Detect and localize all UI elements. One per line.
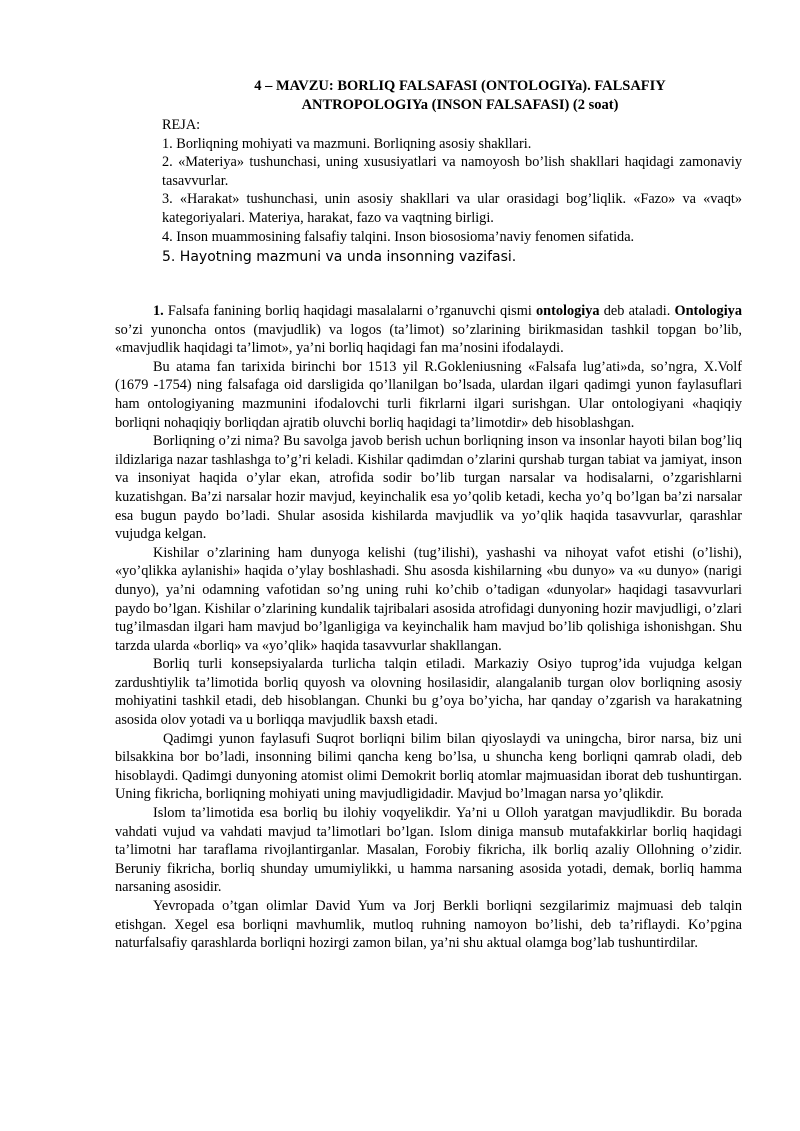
plan-item-2: 2. «Materiya» tushunchasi, uning xususiyatlari va namoyosh bo’lish shakllari haqidagi zamonaviy tasavvurlar.	[162, 154, 742, 189]
paragraph-3: Borliqning o’zi nima? Bu savolga javob berish uchun borliqning inson va insonlar hayoti bilan bog’liq ildizlariga nazar tashlashga to’g’ri keladi. Kishilar qadimdan o’zlarini qurshab turgan tabiat va jamiyat, inson va insoniyat haqida o’ylar ekan, atrofida sodir bo’lib turgan narsalar va hodisalarni, o’zgarishlarni kuzatishgan. Ba’zi narsalar hozir mavjud, keyinchalik esa yo’qolib ketadi, kecha yo’q bo’lgan ba’zi narsalar esa bugun paydo bo’ladi. Shular asosida kishilarda mavjudlik va yo’qlik haqida tasavvurlar, qarashlar vujudga kelgan.	[115, 433, 742, 543]
plan-section	[162, 116, 742, 267]
body-text	[115, 302, 742, 953]
paragraph-text: Falsafa fanining borliq haqidagi masalalarni o’rganuvchi qismi	[163, 303, 537, 319]
paragraph-6: Qadimgi yunon faylasufi Suqrot borliqni bilim bilan qiyoslaydi va uningcha, biror narsa, biz uni bilsakkina bor bo’ladi, insonning bilimi qancha keng bo’lsa, u shuncha keng borliqni qamrab oladi, deb hisoblaydi. Qadimgi dunyoning atomist olimi Demokrit borliq atomlar majmuasidan iborat deb tushuntirgan. Uning fikricha, borliqning mohiyati uning mavjudligidadir. Mavjud bo’lmagan narsa yo’qlikdir.	[115, 730, 742, 803]
title-line-1: 4 – MAVZU: BORLIQ FALSAFASI (ONTOLOGIYa). FALSAFIY	[254, 78, 666, 94]
plan-heading: REJA:	[162, 117, 201, 133]
paragraph-2: Bu atama fan tarixida birinchi bor 1513 yil R.Gokleniusning «Falsafa lug’ati»da, so’ngra, X.Volf (1679 -1754) ning falsafaga oid darsligida qo’llanilgan bo’lsada, ulardan ilgari qadimgi yunon faylasuflari ham ontologiyaning mazmunini ifodalovchi turli fikrlarni ilgari surishgan. Ular ontologiyani «haqiqiy borliqni nohaqiqiy borliqdan ajratib oluvchi borliq haqidagi ta’limotdir» deb hisoblashgan.	[115, 358, 742, 431]
paragraph-1	[115, 302, 742, 358]
paragraph-number: 1.	[153, 303, 164, 319]
paragraph-text: deb ataladi.	[599, 303, 675, 319]
page-title	[200, 77, 720, 114]
plan-item-3: 3. «Harakat» tushunchasi, unin asosiy shakllari va ular orasidagi bog’liqlik. «Fazo» va «vaqt» kategoriyalari. Materiya, harakat, fazo va vaqtning birligi.	[162, 191, 742, 226]
title-line-2: ANTROPOLOGIYa (INSON FALSAFASI) (2 soat)	[301, 96, 619, 113]
paragraph-text: so’zi yunoncha ontos (mavjudlik) va logos (ta’limot) so’zlarining birikmasidan tashkil topgan bo’lib, «mavjudlik haqidagi ta’limot», ya’ni borliq haqidagi fan ma’nosini ifodalaydi.	[115, 321, 742, 357]
plan-item-4: 4. Inson muammosining falsafiy talqini. Inson biososioma’naviy fenomen sifatida.	[162, 228, 635, 245]
paragraph-4: Kishilar o’zlarining ham dunyoga kelishi (tug’ilishi), yashashi va nihoyat vafot etishi (o’lishi), «yo’qlikka aylanishi» haqida o’ylay boshlashadi. Shu asosda kishilarning «bu dunyo» va «u dunyo» (narigi dunyo), ya’ni odamning vafotidan so’ng uning ruhi ko’chib o’tadigan «dunyolar» haqidagi tasavvurlari paydo bo’lgan. Kishilar o’zlarining kundalik tajribalari asosida atrofidagi dunyoning hozir mavjudligi, o’zlari tug’ilmasdan ilgari ham mavjud bo’lganligiga va keyinchalik ham mavjud bo’lib qolishiga ishonishgan. Shu tarzda ularda «borliq» va «yo’qlik» haqida tasavvurlar shakllangan.	[115, 544, 742, 654]
paragraph-7: Islom ta’limotida esa borliq bu ilohiy voqyelikdir. Ya’ni u Olloh yaratgan mavjudlikdir. Bu borada vahdati vujud va vahdati mavjud ta’limotlari bo’lgan. Islom diniga mansub mutafakkirlar borliq haqidagi ta’limotni har taraflama rivojlantirganlar. Masalan, Forobiy fikricha, ilk borliq azaliy Ollohning o’zidir. Beruniy fikricha, borliq shunday umumiylikki, u hamma narsaning asosida yotadi, demak, borliq hamma narsaning asosidir.	[115, 805, 742, 896]
paragraph-5: Borliq turli konsepsiyalarda turlicha talqin etiladi. Markaziy Osiyo tuprog’ida vujudga kelgan zardushtiylik ta’limotida borliq quyosh va olovning hosilasidir, alangalanib turgan olov borliqning asosiy mohiyatini tashkil etadi, deb hisoblangan. Chunki bu g’oya bo’yicha, har qanday o’zgarish va harakatning asosida olov yotadi va u borliqqa mavjudlik baxsh etadi.	[115, 656, 742, 729]
plan-item-1: 1. Borliqning mohiyati va mazmuni. Borliqning asosiy shakllari.	[162, 135, 532, 152]
plan-item-5: 5. Hayotning mazmuni va unda insonning vazifasi.	[162, 249, 517, 266]
term-ontologiya: ontologiya	[536, 303, 600, 319]
term-ontologiya-start: Ontologiya	[674, 303, 742, 319]
paragraph-8: Yevropada o’tgan olimlar David Yum va Jorj Berkli borliqni sezgilarimiz majmuasi deb talqin etishgan. Xegel esa borliqni mavhumlik, mutloq ruhning namoyon bo’lishi, deb ta’riflaydi. Ko’pgina naturfalsafiy qarashlarda borliqni hozirgi zamon bilan, ya’ni shu aktual olamga bog’lab tushuntirdilar.	[115, 898, 742, 952]
